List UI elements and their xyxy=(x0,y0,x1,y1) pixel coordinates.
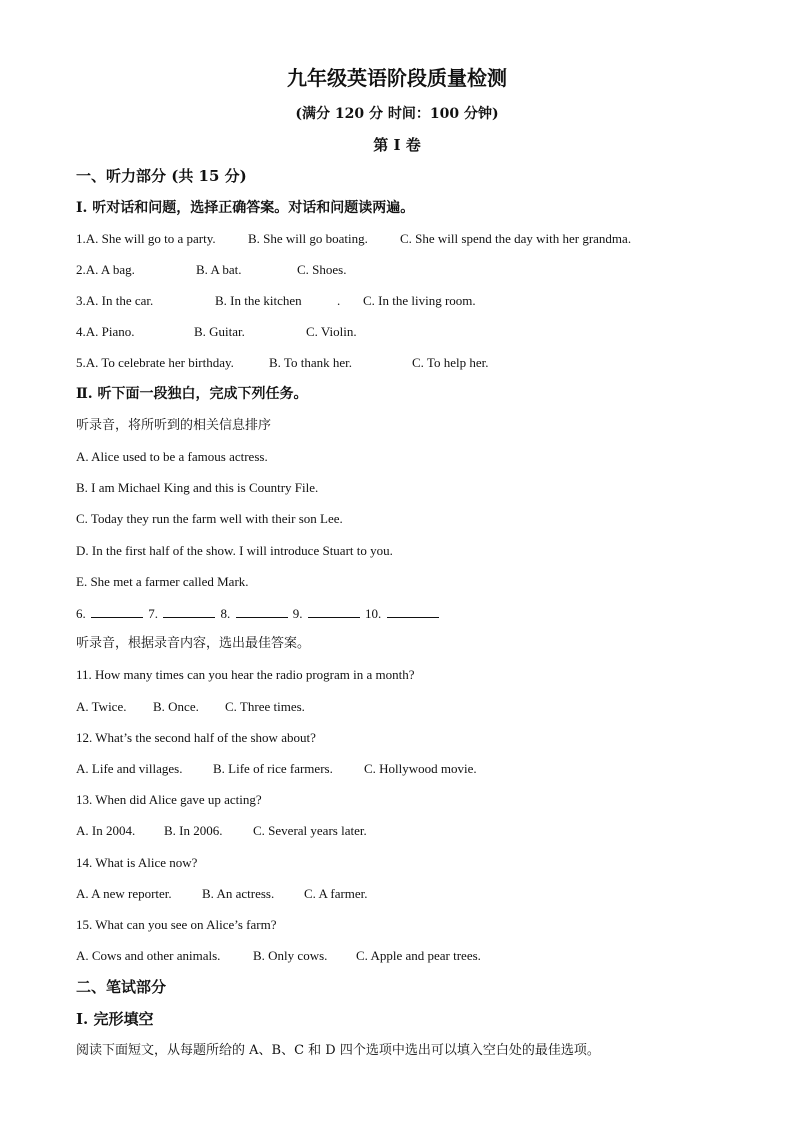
q1-option-c: C. She will spend the day with her grandma. xyxy=(400,231,632,246)
cloze-instruction: 阅读下面短文，从每题所给的 A、B、C 和 D 四个选项中选出可以填入空白处的最佳选项。 xyxy=(76,1043,600,1058)
volume-label: 第 I 卷 xyxy=(373,136,421,154)
section2-intro: 听录音，将所听到的相关信息排序 xyxy=(76,418,272,433)
q3-option-c: C. In the living room. xyxy=(363,293,476,308)
answer-blank-7[interactable] xyxy=(163,603,215,618)
q5-option-b: B. To thank her. xyxy=(269,355,352,370)
blank-label-7: 7. xyxy=(148,606,158,621)
cloze-heading: I. 完形填空 xyxy=(76,1010,154,1028)
ordering-item-d: D. In the first half of the show. I will introduce Stuart to you. xyxy=(76,543,393,558)
q11-option-a: A. Twice. xyxy=(76,699,127,714)
q14-option-c: C. A farmer. xyxy=(304,886,368,901)
q2-option-a: 2.A. A bag. xyxy=(76,262,135,277)
q12-option-c: C. Hollywood movie. xyxy=(364,761,477,776)
answer-blank-6[interactable] xyxy=(91,603,143,618)
q15-option-a: A. Cows and other animals. xyxy=(76,948,221,963)
q14-option-a: A. A new reporter. xyxy=(76,886,172,901)
answer-blank-8[interactable] xyxy=(236,603,288,618)
q5-option-a: 5.A. To celebrate her birthday. xyxy=(76,355,234,370)
q15-option-c: C. Apple and pear trees. xyxy=(356,948,481,963)
q3-option-a: 3.A. In the car. xyxy=(76,293,154,308)
answer-blank-10[interactable] xyxy=(387,603,439,618)
page-title: 九年级英语阶段质量检测 xyxy=(287,66,507,90)
q15-stem: 15. What can you see on Alice’s farm? xyxy=(76,917,277,932)
q11-option-b: B. Once. xyxy=(153,699,199,714)
q12-stem: 12. What’s the second half of the show about? xyxy=(76,730,316,745)
answer-blank-9[interactable] xyxy=(308,603,360,618)
q13-option-c: C. Several years later. xyxy=(253,823,367,838)
blank-label-10: 10. xyxy=(365,606,382,621)
exam-info: (满分 120 分 时间：100 分钟) xyxy=(295,106,499,122)
blank-label-6: 6. xyxy=(76,606,86,621)
q2-option-b: B. A bat. xyxy=(196,262,242,277)
ordering-item-e: E. She met a farmer called Mark. xyxy=(76,574,249,589)
section3-intro: 听录音，根据录音内容，选出最佳答案。 xyxy=(76,636,311,651)
blank-label-8: 8. xyxy=(220,606,231,621)
q14-stem: 14. What is Alice now? xyxy=(76,855,198,870)
ordering-item-c: C. Today they run the farm well with their son Lee. xyxy=(76,511,343,526)
part2-heading: 二、笔试部分 xyxy=(76,978,167,996)
q1-option-a: 1.A. She will go to a party. xyxy=(76,231,216,246)
section2-heading: Ⅱ. 听下面一段独白，完成下列任务。 xyxy=(76,386,308,402)
ordering-item-b: B. I am Michael King and this is Country File. xyxy=(76,480,319,495)
q13-stem: 13. When did Alice gave up acting? xyxy=(76,792,262,807)
q1-option-b: B. She will go boating. xyxy=(248,231,368,246)
q5-option-c: C. To help her. xyxy=(412,355,489,370)
q14-option-b: B. An actress. xyxy=(202,886,275,901)
q11-stem: 11. How many times can you hear the radio program in a month? xyxy=(76,667,415,682)
q13-option-a: A. In 2004. xyxy=(76,823,136,838)
q4-option-c: C. Violin. xyxy=(306,324,357,339)
q4-option-a: 4.A. Piano. xyxy=(76,324,135,339)
q13-option-b: B. In 2006. xyxy=(164,823,223,838)
q11-option-c: C. Three times. xyxy=(225,699,305,714)
q12-option-a: A. Life and villages. xyxy=(76,761,183,776)
q3-dot: . xyxy=(337,293,341,308)
q2-option-c: C. Shoes. xyxy=(297,262,347,277)
ordering-item-a: A. Alice used to be a famous actress. xyxy=(76,449,268,464)
answer-blanks-row xyxy=(76,603,441,624)
q15-option-b: B. Only cows. xyxy=(253,948,328,963)
blank-label-9: 9. xyxy=(292,606,303,621)
part1-heading: 一、听力部分 (共 15 分) xyxy=(76,167,247,185)
q4-option-b: B. Guitar. xyxy=(194,324,245,339)
q3-option-b: B. In the kitchen xyxy=(215,293,302,308)
section1-heading: I. 听对话和问题，选择正确答案。对话和问题读两遍。 xyxy=(76,200,415,216)
q12-option-b: B. Life of rice farmers. xyxy=(213,761,333,776)
